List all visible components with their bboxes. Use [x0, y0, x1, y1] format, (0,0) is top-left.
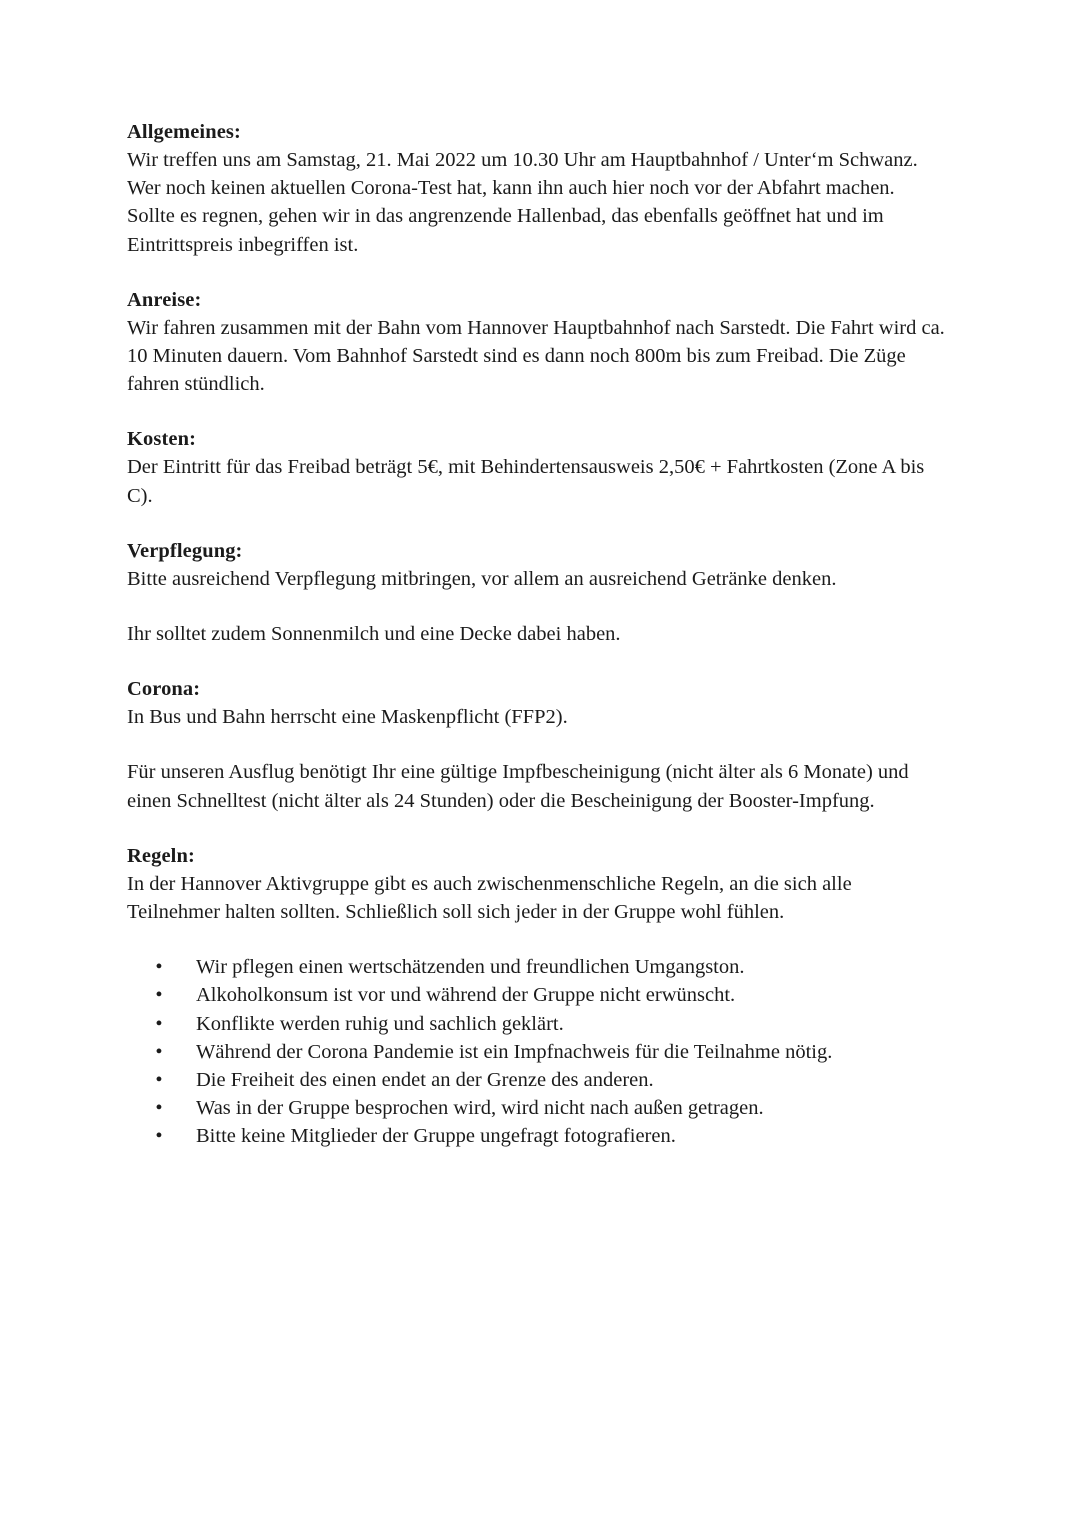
section-heading-allgemeines: Allgemeines:	[127, 121, 241, 143]
list-item-label: Was in der Gruppe besprochen wird, wird nicht nach außen getragen.	[196, 1097, 764, 1120]
list-item	[127, 1010, 945, 1038]
bullet-icon: •	[155, 1097, 163, 1120]
bullet-icon: •	[155, 1125, 163, 1148]
bullet-icon: •	[155, 1069, 163, 1092]
list-item	[127, 981, 945, 1009]
bullet-icon: •	[155, 1040, 163, 1063]
section-paragraph-corona-1: In Bus und Bahn herrscht eine Maskenpflicht (FFP2).	[127, 706, 568, 729]
section-heading-kosten: Kosten:	[127, 428, 197, 451]
section-paragraph-allgemeines-1: Wir treffen uns am Samstag, 21. Mai 2022 um 10.30 Uhr am Hauptbahnhof / Unter‘m Schwanz. Wer noch keinen aktuellen Corona-Test hat, kann ihn auch hier noch vor der Abfahrt machen. Sollte es regnen, gehen wir in das angrenzende Hallenbad, das ebenfalls geöffnet hat und im Eintrittspreis inbegriffen ist.	[127, 149, 918, 256]
document-body	[127, 118, 945, 1151]
section-paragraph-corona-2: Für unseren Ausflug benötigt Ihr eine gültige Impfbescheinigung (nicht älter als 6 Monate) und einen Schnelltest (nicht älter als 24 Stunden) oder die Bescheinigung der Booster-Impfung.	[127, 761, 909, 812]
rules-list	[127, 953, 945, 1150]
section-paragraph-anreise-1: Wir fahren zusammen mit der Bahn vom Hannover Hauptbahnhof nach Sarstedt. Die Fahrt wird ca. 10 Minuten dauern. Vom Bahnhof Sarstedt sind es dann noch 800m bis zum Freibad. Die Züge fahren stündlich.	[127, 316, 945, 396]
section-allgemeines	[127, 118, 945, 259]
section-heading-regeln: Regeln:	[127, 844, 195, 867]
section-corona	[127, 675, 945, 815]
section-paragraph-verpflegung-1: Bitte ausreichend Verpflegung mitbringen, vor allem an ausreichend Getränke denken.	[127, 567, 837, 590]
section-heading-verpflegung: Verpflegung:	[127, 539, 243, 562]
section-anreise	[127, 286, 945, 399]
list-item-label: Die Freiheit des einen endet an der Grenze des anderen.	[196, 1069, 654, 1092]
section-verpflegung	[127, 537, 945, 648]
bullet-icon: •	[155, 984, 163, 1007]
list-item-label: Während der Corona Pandemie ist ein Impfnachweis für die Teilnahme nötig.	[196, 1040, 833, 1063]
section-regeln	[127, 842, 945, 1151]
list-item-label: Bitte keine Mitglieder der Gruppe ungefragt fotografieren.	[196, 1125, 676, 1148]
section-heading-corona: Corona:	[127, 678, 201, 701]
list-item	[127, 1094, 945, 1122]
list-item	[127, 1038, 945, 1066]
bullet-icon: •	[155, 1012, 163, 1035]
section-kosten	[127, 425, 945, 509]
section-heading-anreise: Anreise:	[127, 288, 202, 311]
list-item	[127, 953, 945, 981]
list-item-label: Alkoholkonsum ist vor und während der Gruppe nicht erwünscht.	[196, 984, 736, 1007]
list-item-label: Konflikte werden ruhig und sachlich geklärt.	[196, 1012, 564, 1035]
list-item	[127, 1066, 945, 1094]
section-paragraph-regeln-1: In der Hannover Aktivgruppe gibt es auch zwischenmenschliche Regeln, an die sich alle Teilnehmer halten sollten. Schließlich soll sich jeder in der Gruppe wohl fühlen.	[127, 872, 852, 924]
bullet-icon: •	[155, 956, 163, 979]
section-paragraph-kosten-1: Der Eintritt für das Freibad beträgt 5€, mit Behindertensausweis 2,50€ + Fahrtkosten (Zone A bis C).	[127, 456, 925, 507]
list-item-label: Wir pflegen einen wertschätzenden und freundlichen Umgangston.	[196, 956, 745, 979]
list-item	[127, 1122, 945, 1150]
section-paragraph-verpflegung-2: Ihr solltet zudem Sonnenmilch und eine Decke dabei haben.	[127, 623, 621, 646]
